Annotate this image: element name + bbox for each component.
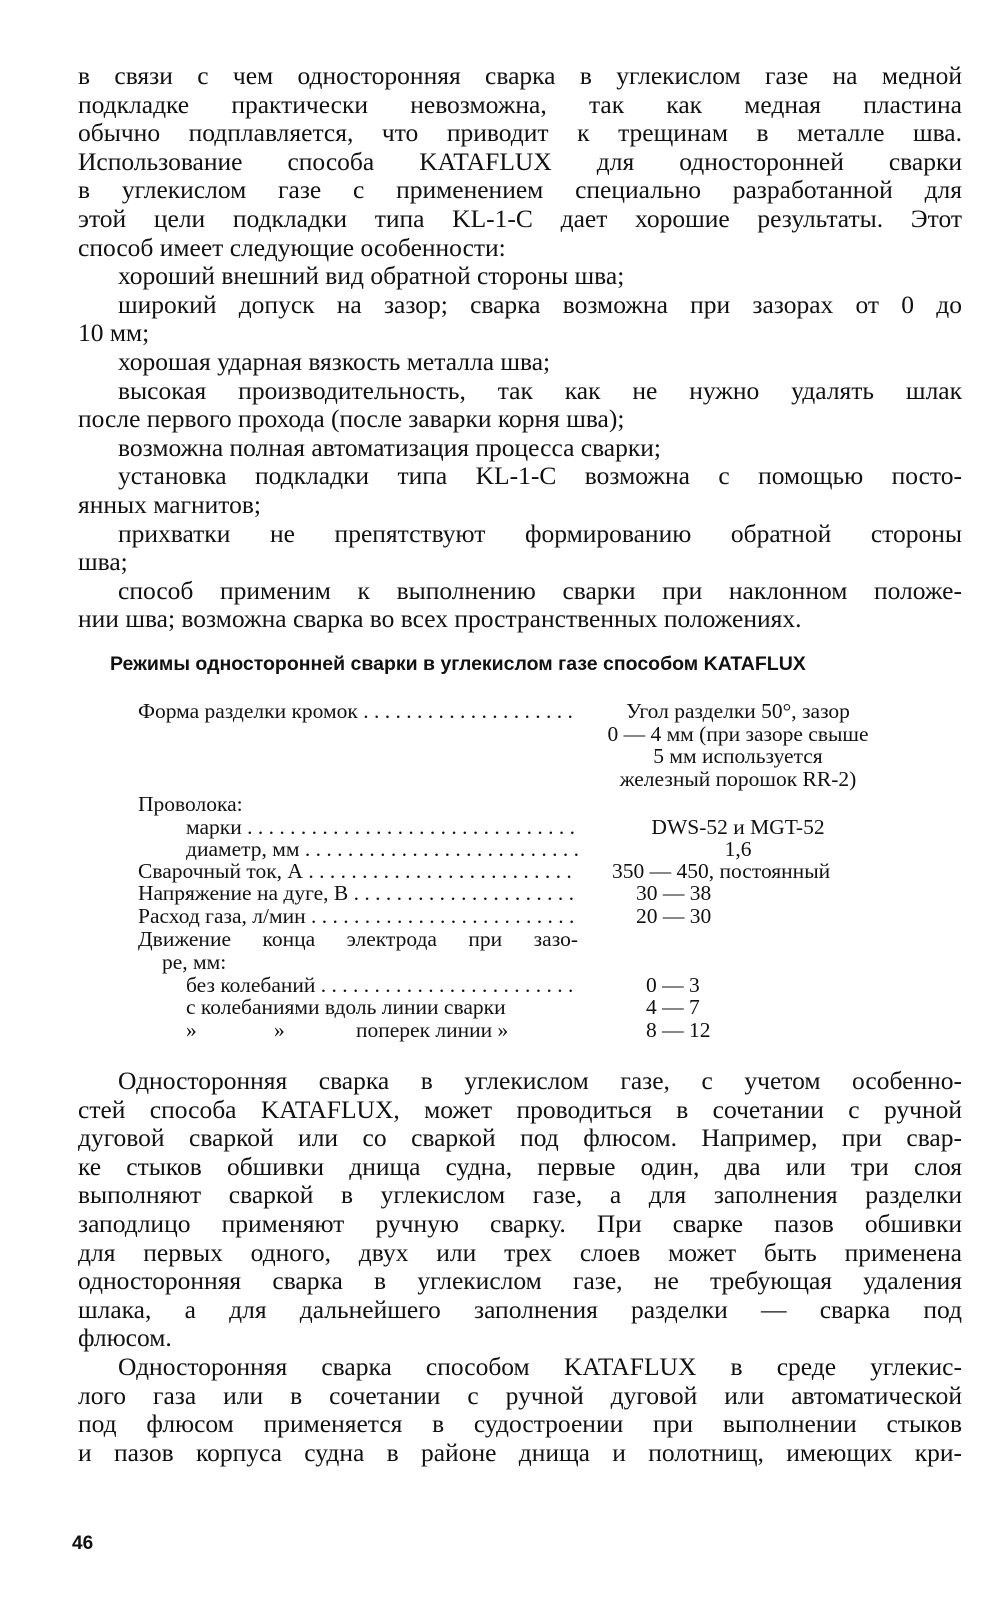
feature-line: установка подкладки типа KL-1-C возможна с помощью посто-: [118, 462, 962, 491]
paragraph-combined-welding: [78, 1067, 962, 1353]
no-oscillation-label: без колебаний . . .: [186, 974, 578, 997]
feature-line: возможна полная автоматизация процесса сварки;: [118, 433, 661, 462]
text-line: под флюсом применяется в судостроении при выполнении стыков: [78, 1410, 962, 1439]
text-line: односторонняя сварка в углекислом газе, не требующая удаления: [78, 1267, 962, 1296]
feature-line: широкий допуск на зазор; сварка возможна при зазорах от 0 до: [118, 290, 962, 319]
wire-label: Проволока:: [138, 792, 243, 816]
text-line: заподлицо применяют ручную сварку. При сварке пазов обшивки: [78, 1209, 962, 1238]
feature-line: нии шва; возможна сварка во всех пространственных положениях.: [78, 605, 802, 634]
feature-line: янных магнитов;: [78, 490, 261, 519]
along-line-value: 4 — 7: [646, 995, 700, 1019]
feature-line: после первого прохода (после заварки корня шва);: [78, 405, 625, 434]
table-title: Режимы односторонней сварки в углекислом газе способом KATAFLUX: [110, 653, 806, 675]
wire-grade-value: DWS-52 и MGT-52: [651, 815, 825, 839]
text-line: Использование способа KATAFLUX для односторонней сварки: [78, 147, 962, 176]
feature-line: прихватки не препятствуют формированию обратной стороны: [118, 519, 962, 548]
across-line-label: поперек линии »: [356, 1018, 509, 1042]
feature-line: шва;: [78, 548, 128, 577]
along-line-label: с колебаниями вдоль линии сварки: [186, 995, 506, 1019]
feature-line: способ применим к выполнению сварки при наклонном положе-: [118, 576, 962, 605]
text-line: в углекислом газе с применением специально разработанной для: [78, 176, 962, 205]
no-oscillation-value: 0 — 3: [646, 973, 700, 997]
voltage-label: Напряжение на дуге, В . . .: [138, 882, 578, 905]
ditto-mark: »: [274, 1018, 285, 1042]
text-line: дуговой сваркой или со сваркой под флюсом. Например, при свар-: [78, 1124, 962, 1153]
voltage-value: 30 — 38: [636, 881, 712, 905]
text-line: выполняют сваркой в углекислом газе, а для заполнения разделки: [78, 1181, 962, 1210]
feature-line: высокая производительность, так как не нужно удалять шлак: [118, 376, 962, 405]
edge-prep-value: Угол разделки 50°, зазор 0 — 4 мм (при зазоре свыше 5 мм используется железный порошок RR-2): [607, 699, 869, 791]
gas-label: Расход газа, л/мин . . .: [138, 905, 578, 928]
feature-line: хороший внешний вид обратной стороны шва;: [118, 262, 625, 291]
current-label: Сварочный ток, А . . .: [138, 860, 578, 883]
text-line: этой цели подкладки типа KL-1-C дает хорошие результаты. Этот: [78, 204, 962, 233]
gas-value: 20 — 30: [636, 904, 712, 928]
ditto-mark: »: [186, 1018, 197, 1042]
text-line: Односторонняя сварка способом KATAFLUX в среде углекис-: [118, 1353, 962, 1381]
text-line: подкладке практически невозможна, так как медная пластина: [78, 90, 962, 119]
current-value: 350 — 450, постоянный: [612, 859, 831, 883]
feature-line: 10 мм;: [78, 319, 150, 348]
wire-diameter-label: диаметр, мм . . .: [186, 838, 578, 861]
feature-line: хорошая ударная вязкость металла шва;: [118, 347, 551, 376]
wire-diameter-value: 1,6: [724, 837, 752, 861]
text-line: способ имеет следующие особенности:: [78, 233, 506, 262]
text-line: и пазов корпуса судна в районе днища и полотнищ, имеющих кри-: [78, 1438, 962, 1467]
movement-label-2: ре, мм:: [162, 950, 227, 974]
text-line: в связи с чем односторонняя сварка в углекислом газе на медной: [78, 62, 962, 90]
text-line: Односторонняя сварка в углекислом газе, с учетом особенно-: [118, 1067, 962, 1095]
edge-prep-label: Форма разделки кромок . . .: [138, 700, 578, 723]
text-line: стей способа KATAFLUX, может проводиться в сочетании с ручной: [78, 1095, 962, 1124]
intro-text: [78, 62, 962, 634]
text-line: флюсом.: [78, 1324, 172, 1353]
movement-label-1: Движение конца электрода при зазо-: [138, 927, 578, 951]
across-line-value: 8 — 12: [646, 1018, 711, 1042]
text-line: для первых одного, двух или трех слоев может быть применена: [78, 1238, 962, 1267]
text-line: шлака, а для дальнейшего заполнения разделки — сварка под: [78, 1295, 962, 1324]
wire-grade-label: марки . . .: [186, 816, 578, 839]
text-line: обычно подплавляется, что приводит к трещинам в металле шва.: [78, 119, 962, 148]
text-line: лого газа или в сочетании с ручной дуговой или автоматической: [78, 1381, 962, 1410]
text-line: ке стыков обшивки днища судна, первые один, два или три слоя: [78, 1152, 962, 1181]
paragraph-shipbuilding: [78, 1353, 962, 1467]
page-number: 46: [72, 1533, 94, 1554]
